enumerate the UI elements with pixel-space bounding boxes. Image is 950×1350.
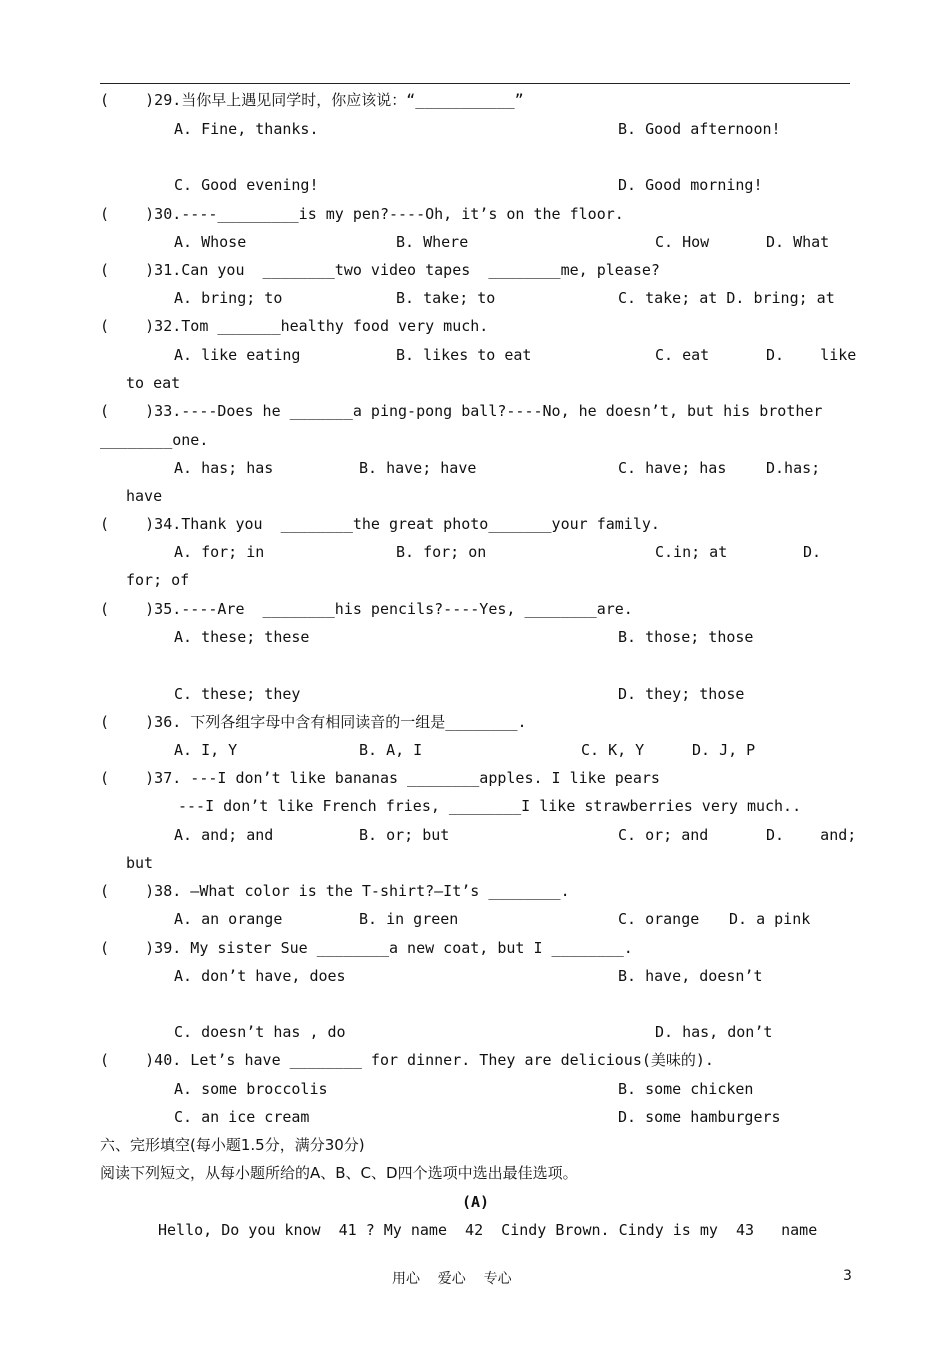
text-line: D. <box>803 543 822 561</box>
text-line: D. a pink <box>729 910 811 928</box>
text-line: ( )40. Let’s have ________ for dinner. They are delicious(美味的). <box>100 1051 714 1069</box>
text-line: A. don’t have, does <box>174 967 346 985</box>
text-line: A. an orange <box>174 910 283 928</box>
text-line: ---I don’t like French fries, ________I like strawberries very much.. <box>178 797 802 815</box>
text-line: D. Good morning! <box>618 176 763 194</box>
text-line: A. some broccolis <box>174 1080 328 1098</box>
text-line: C. K, Y <box>581 741 645 759</box>
text-line: ( )36. 下列各组字母中含有相同读音的一组是________. <box>100 713 527 731</box>
text-line: A. these; these <box>174 628 310 646</box>
text-line: C.in; at <box>655 543 728 561</box>
page-number: 3 <box>843 1268 852 1284</box>
text-line: ________one. <box>100 431 209 449</box>
text-line: D. J, P <box>692 741 756 759</box>
text-line: C. orange <box>618 910 700 928</box>
page-footer: 用心 爱心 专心 <box>392 1271 512 1287</box>
text-line: (A) <box>462 1193 490 1211</box>
text-line: A. Fine, thanks. <box>174 120 319 138</box>
text-line: B. have, doesn’t <box>618 967 763 985</box>
text-line: A. Whose <box>174 233 247 251</box>
text-line: C. eat <box>655 346 710 364</box>
text-line: C. doesn’t has , do <box>174 1023 346 1041</box>
text-line: B. have; have <box>359 459 477 477</box>
text-line: B. in green <box>359 910 459 928</box>
text-line: A. for; in <box>174 543 265 561</box>
text-line: ( )29.当你早上遇见同学时，你应该说：“___________” <box>100 91 524 109</box>
text-line: B. A, I <box>359 741 423 759</box>
text-line: D.has; <box>766 459 821 477</box>
text-line: C. an ice cream <box>174 1108 310 1126</box>
text-line: A. like eating <box>174 346 301 364</box>
text-line: B. for; on <box>396 543 487 561</box>
text-line: B. or; but <box>359 826 450 844</box>
text-line: C. or; and <box>618 826 709 844</box>
text-line: ( )38. —What color is the T-shirt?—It’s ________. <box>100 882 570 900</box>
text-line: D. some hamburgers <box>618 1108 781 1126</box>
text-line: C. How <box>655 233 710 251</box>
header-rule <box>100 83 850 84</box>
text-line: D. What <box>766 233 830 251</box>
text-line: D. they; those <box>618 685 745 703</box>
text-line: ( )31.Can you ________two video tapes ________me, please? <box>100 261 660 279</box>
text-line: Hello, Do you know 41 ? My name 42 Cindy Brown. Cindy is my 43 name <box>158 1221 818 1239</box>
text-line: D. and; <box>766 826 857 844</box>
text-line: B. Good afternoon! <box>618 120 781 138</box>
text-line: to eat <box>126 374 181 392</box>
text-line: ( )39. My sister Sue ________a new coat, but I ________. <box>100 939 633 957</box>
text-line: 六、完形填空(每小题1.5分，满分30分) <box>100 1136 365 1154</box>
text-line: for; of <box>126 571 190 589</box>
text-line: have <box>126 487 163 505</box>
text-line: C. take; at D. bring; at <box>618 289 835 307</box>
text-line: A. bring; to <box>174 289 283 307</box>
text-line: ( )34.Thank you ________the great photo_______your family. <box>100 515 660 533</box>
text-line: A. and; and <box>174 826 274 844</box>
text-line: ( )37. ---I don’t like bananas ________apples. I like pears <box>100 769 660 787</box>
text-line: C. have; has <box>618 459 727 477</box>
text-line: B. take; to <box>396 289 496 307</box>
text-line: A. I, Y <box>174 741 238 759</box>
text-line: B. Where <box>396 233 469 251</box>
text-line: D. like <box>766 346 857 364</box>
text-line: ( )32.Tom _______healthy food very much. <box>100 317 489 335</box>
text-line: B. those; those <box>618 628 754 646</box>
text-line: ( )33.----Does he _______a ping-pong ball?----No, he doesn’t, but his brother <box>100 402 823 420</box>
text-line: D. has, don’t <box>655 1023 773 1041</box>
text-line: A. has; has <box>174 459 274 477</box>
text-line: 阅读下列短文，从每小题所给的A、B、C、D四个选项中选出最佳选项。 <box>100 1164 578 1182</box>
text-line: B. some chicken <box>618 1080 754 1098</box>
text-line: C. these; they <box>174 685 301 703</box>
text-line: ( )35.----Are ________his pencils?----Yes, ________are. <box>100 600 633 618</box>
text-line: B. likes to eat <box>396 346 532 364</box>
text-line: C. Good evening! <box>174 176 319 194</box>
text-line: but <box>126 854 154 872</box>
text-line: ( )30.----_________is my pen?----Oh, it’s on the floor. <box>100 205 624 223</box>
